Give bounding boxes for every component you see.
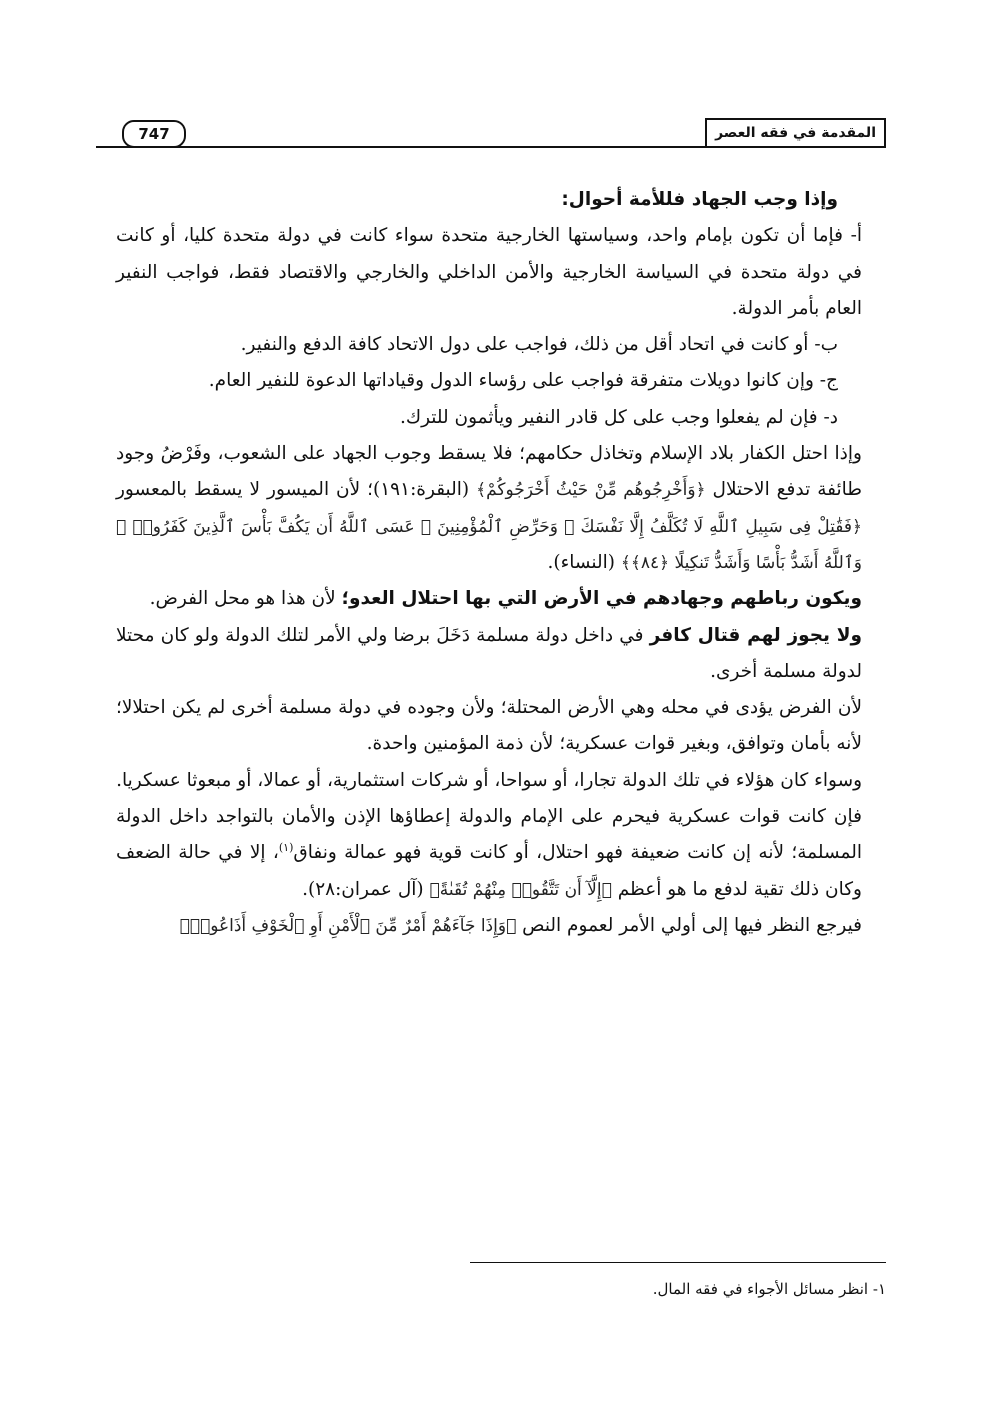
paragraph-h: لأن الفرض يؤدى في محله وهي الأرض المحتلة؛ ولأن وجوده في دولة مسلمة أخرى لم يكن احتلالا؛ لأنه بأمان وتوافق، وبغير قوات عسكرية؛ لأن ذمة المؤمنين واحدة. xyxy=(116,697,862,755)
paragraph-g-bold: ولا يجوز لهم قتال كافر xyxy=(649,624,862,646)
paragraph-e xyxy=(116,436,886,581)
paragraph-j-text-1: فإن كانت قوات عسكرية فيحرم على الإمام والدولة إعطاؤها الإذن والأمان بالتواجد داخل الدولة المسلمة؛ لأنه إن كانت ضعيفة فهو احتلال، أو كانت قوية فهو عمالة ونفاق xyxy=(116,806,862,864)
footnote: ١- انظر مسائل الأجواء في فقه المال. xyxy=(652,1280,886,1298)
page-header xyxy=(96,118,886,150)
paragraph-k xyxy=(116,908,886,944)
paragraph-f-bold: ويكون رباطهم وجهادهم في الأرض التي بها احتلال العدو؛ xyxy=(341,588,862,610)
paragraph-g xyxy=(116,618,886,691)
paragraph-g-text: في داخل دولة مسلمة دَخَلَ برضا ولي الأمر لتلك الدولة ولو كان محتلا لدولة مسلمة أخرى. xyxy=(116,624,862,682)
quran-ref-2: (النساء). xyxy=(547,551,615,573)
quran-ref-1: (البقرة:١٩١) xyxy=(373,479,470,501)
paragraph-c: ج- وإن كانوا دويلات متفرقة فواجب على رؤساء الدول وقياداتها الدعوة للنفير العام. xyxy=(208,370,838,392)
paragraph-j xyxy=(116,799,886,908)
paragraph-e-text-2: ؛ لأن الميسور لا يسقط بالمعسور xyxy=(116,479,374,501)
paragraph-b: ب- أو كانت في اتحاد أقل من ذلك، فواجب على دول الاتحاد كافة الدفع والنفير. xyxy=(240,334,838,356)
quran-ref-3: (آل عمران:٢٨). xyxy=(302,878,424,900)
quran-verse-1: ﴿وَأَخْرِجُوهُم مِّنْ حَيْثُ أَخْرَجُوكُمْ﴾ xyxy=(476,480,706,501)
paragraph-k-text: فيرجع النظر فيها إلى أولي الأمر لعموم النص xyxy=(522,914,862,936)
footnote-rule xyxy=(470,1262,886,1263)
quran-verse-4: ﴿وَإِذَا جَآءَهُمْ أَمْرٌ مِّنَ ٱلْأَمْنِ أَوِ ٱلْخَوْفِ أَذَاعُوا۟﴾ xyxy=(179,915,517,936)
paragraph-a: أ- فإما أن تكون بإمام واحد، وسياستها الخارجية متحدة سواء كانت في دولة متحدة كليا، أو كانت في دولة متحدة في السياسة الخارجية والأمن الداخلي والخارجي والاقتصاد فقط، فواجب النفير العام بأمر الدولة. xyxy=(116,225,862,319)
paragraph-j-text-2: ، إلا في حالة الضعف وكان ذلك تقية لدفع ما هو أعظم xyxy=(116,842,862,900)
book-title: المقدمة في فقه العصر xyxy=(705,118,886,146)
footnote-marker[interactable]: (١) xyxy=(278,841,294,855)
paragraph-i: وسواء كان هؤلاء في تلك الدولة تجارا، أو سواحا، أو شركات استثمارية، أو عمالا، أو مبعوثا عسكريا. xyxy=(116,769,862,791)
paragraph-e-text-1: وإذا احتل الكفار بلاد الإسلام وتخاذل حكامهم؛ فلا يسقط وجوب الجهاد على الشعوب، وفَرْضُ وجود طائفة تدفع الاحتلال xyxy=(116,443,862,501)
main-text xyxy=(116,182,886,944)
paragraph-f xyxy=(116,581,886,617)
header-rule xyxy=(96,146,886,148)
quran-verse-2: ﴿فَقَٰتِلْ فِى سَبِيلِ ٱللَّهِ لَا تُكَلَّفُ إِلَّا نَفْسَكَ ۚ وَحَرِّضِ ٱلْمُؤْمِنِينَ ۖ عَسَى ٱللَّهُ أَن يَكُفَّ بَأْسَ ٱلَّذِينَ كَفَرُوا۟ ۚ وَٱللَّهُ أَشَدُّ بَأْسًا وَأَشَدُّ تَنكِيلًا ﴿٨٤﴾﴾ xyxy=(116,516,862,573)
paragraph-f-text: لأن هذا هو محل الفرض. xyxy=(149,588,336,610)
page-number: 747 xyxy=(122,120,186,148)
quran-verse-3: ﴿إِلَّآ أَن تَتَّقُوا۟ مِنْهُمْ تُقَىٰةً﴾ xyxy=(429,879,612,900)
paragraph-d: د- فإن لم يفعلوا وجب على كل قادر النفير ويأثمون للترك. xyxy=(399,406,838,428)
section-heading: وإذا وجب الجهاد فللأمة أحوال: xyxy=(561,189,838,210)
